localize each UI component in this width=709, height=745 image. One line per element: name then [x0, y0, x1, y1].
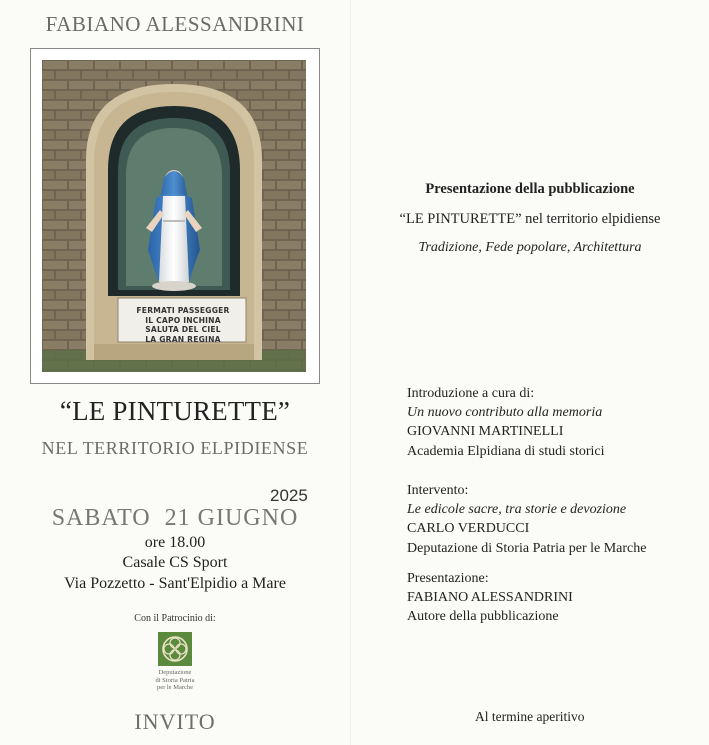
section-affiliation: Deputazione di Storia Patria per le Marche	[407, 540, 647, 556]
book-title-rest: nel territorio elpidiense	[521, 211, 661, 227]
section-speaker: CARLO VERDUCCI	[407, 521, 530, 537]
sign-line: LA GRAN REGINA	[145, 334, 221, 344]
logo-caption-line: di Storia Patria	[155, 676, 195, 684]
logo-caption-line: per le Marche	[156, 684, 194, 691]
shrine-sign-text	[122, 306, 244, 344]
closing-note: Al termine aperitivo	[475, 709, 585, 724]
section-affiliation: Autore della pubblicazione	[407, 609, 559, 625]
book-title-quoted: “LE PINTURETTE”	[399, 211, 522, 227]
event-address: Via Pozzetto - Sant'Elpidio a Mare	[64, 575, 286, 592]
event-time: ore 18.00	[144, 534, 206, 551]
author-name: FABIANO ALESSANDRINI	[45, 12, 305, 36]
intro-section	[407, 384, 605, 461]
sign-line: FERMATI PASSEGGER	[136, 306, 230, 315]
section-label: Presentazione:	[407, 571, 489, 586]
section-topic: Un nuovo contributo alla memoria	[407, 405, 603, 421]
logo-caption-line: Deputazione	[158, 669, 192, 676]
logo-caption	[120, 669, 230, 692]
page-fold	[350, 0, 351, 745]
book-title: “LE PINTURETTE”	[59, 396, 291, 426]
presentation-book-title	[360, 211, 700, 228]
presentation-heading: Presentazione della pubblicazione	[425, 181, 635, 197]
book-subtitle: NEL TERRITORIO ELPIDIENSE	[41, 438, 309, 458]
section-speaker: FABIANO ALESSANDRINI	[407, 590, 573, 606]
section-affiliation: Academia Elpidiana di studi storici	[407, 443, 605, 459]
section-label: Introduzione a cura di:	[407, 386, 535, 401]
presentation-section	[407, 569, 573, 627]
sign-line: IL CAPO INCHINA	[145, 315, 221, 325]
sign-line: SALUTA DEL CIEL	[145, 325, 221, 335]
section-topic: Le edicole sacre, tra storie e devozione	[407, 502, 627, 518]
presentation-book-subtitle: Tradizione, Fede popolare, Architettura	[418, 240, 642, 255]
cover-photo-frame	[30, 48, 320, 384]
talk-section	[407, 481, 646, 558]
event-year: 2025	[270, 486, 308, 505]
event-venue: Casale CS Sport	[122, 554, 228, 571]
shrine-photo	[42, 60, 306, 372]
event-date: SABATO 21 GIUGNO	[51, 505, 299, 531]
section-label: Intervento:	[407, 483, 469, 498]
section-speaker: GIOVANNI MARTINELLI	[407, 424, 564, 440]
invite-label: INVITO	[134, 709, 216, 734]
deputazione-logo-icon	[158, 632, 192, 666]
patronage-label: Con il Patrocinio di:	[134, 613, 216, 624]
